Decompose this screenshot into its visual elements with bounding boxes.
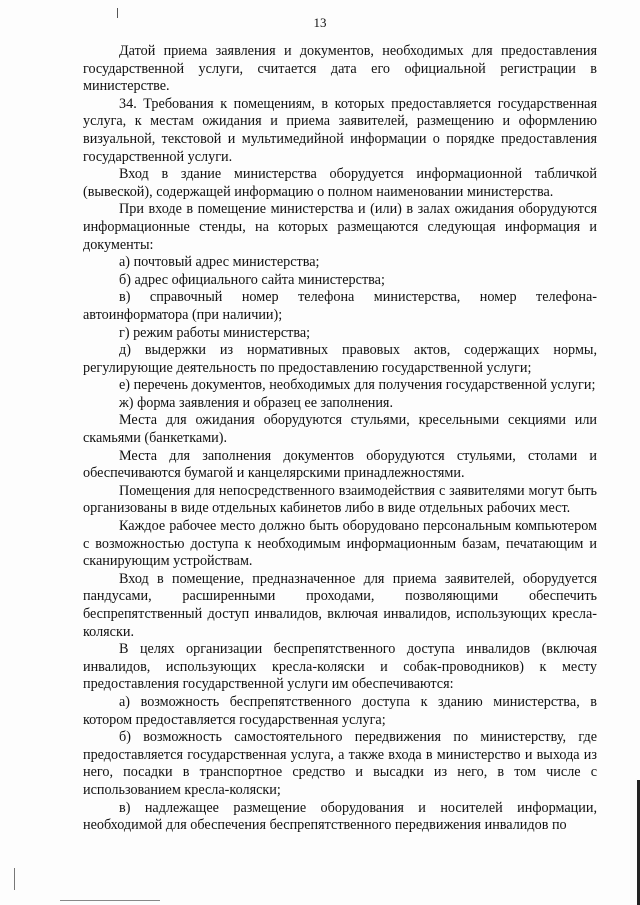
paragraph: Места для заполнения документов оборудуются стульями, столами и обеспечиваются бумагой и канцелярскими принадлежностями.	[83, 447, 597, 482]
paragraph: Каждое рабочее место должно быть оборудовано персональным компьютером с возможностью доступа к необходимым информационным базам, печатающим и сканирующим устройствам.	[83, 518, 597, 570]
scan-artifact-mark	[14, 868, 15, 890]
paragraph: В целях организации беспрепятственного доступа инвалидов (включая инвалидов, использующих кресла-коляски и собак-проводников) к месту предоставления государственной услуги им обеспечиваются:	[83, 641, 597, 693]
list-item: б) возможность самостоятельного передвижения по министерству, где предоставляется государственная услуга, а также входа в министерство и выхода из него, посадки в транспортное средство и высадки из него, в том числе с использованием кресла-коляски;	[83, 729, 597, 798]
list-item: а) возможность беспрепятственного доступа к зданию министерства, в котором предоставляется государственная услуга;	[83, 693, 597, 728]
paragraph: Помещения для непосредственного взаимодействия с заявителями могут быть организованы в виде отдельных кабинетов либо в виде отдельных рабочих мест.	[83, 482, 597, 517]
list-item: а) почтовый адрес министерства;	[119, 254, 320, 271]
list-item: ж) форма заявления и образец ее заполнения.	[119, 394, 394, 411]
paragraph: При входе в помещение министерства и (или) в залах ожидания оборудуются информационные стенды, на которых размещаются следующая информация и документы:	[83, 201, 597, 253]
list-item: е) перечень документов, необходимых для получения государственной услуги;	[119, 377, 596, 394]
paragraph: Вход в здание министерства оборудуется информационной табличкой (вывеской), содержащей информацию о полном наименовании министерства.	[83, 166, 597, 200]
scan-artifact-line	[60, 900, 160, 901]
list-item: д) выдержки из нормативных правовых актов, содержащих нормы, регулирующие деятельность по предоставлению государственной услуги;	[83, 342, 597, 376]
paragraph: Вход в помещение, предназначенное для приема заявителей, оборудуется пандусами, расширенными проходами, позволяющими обеспечить беспрепятственный доступ инвалидов, включая инвалидов, использующих кресла-коляски.	[83, 570, 597, 640]
page-number: 13	[313, 15, 327, 30]
paragraph: Места для ожидания оборудуются стульями, кресельными секциями или скамьями (банкетками).	[83, 412, 597, 447]
list-item: г) режим работы министерства;	[119, 324, 311, 341]
document-body	[83, 43, 597, 835]
list-item: в) надлежащее размещение оборудования и носителей информации, необходимой для обеспечения беспрепятственного передвижения инвалидов по	[83, 799, 597, 834]
paragraph: 34. Требования к помещениям, в которых предоставляется государственная услуга, к местам ожидания и приема заявителей, размещению и оформлению визуальной, текстовой и мультимедийной информации о порядке предоставления государственной услуги.	[83, 95, 597, 165]
list-item: б) адрес официального сайта министерства;	[119, 271, 385, 288]
list-item: в) справочный номер телефона министерства, номер телефона-автоинформатора (при наличии);	[83, 289, 597, 323]
paragraph: Датой приема заявления и документов, необходимых для предоставления государственной услуги, считается дата его официальной регистрации в министерстве.	[83, 43, 597, 95]
